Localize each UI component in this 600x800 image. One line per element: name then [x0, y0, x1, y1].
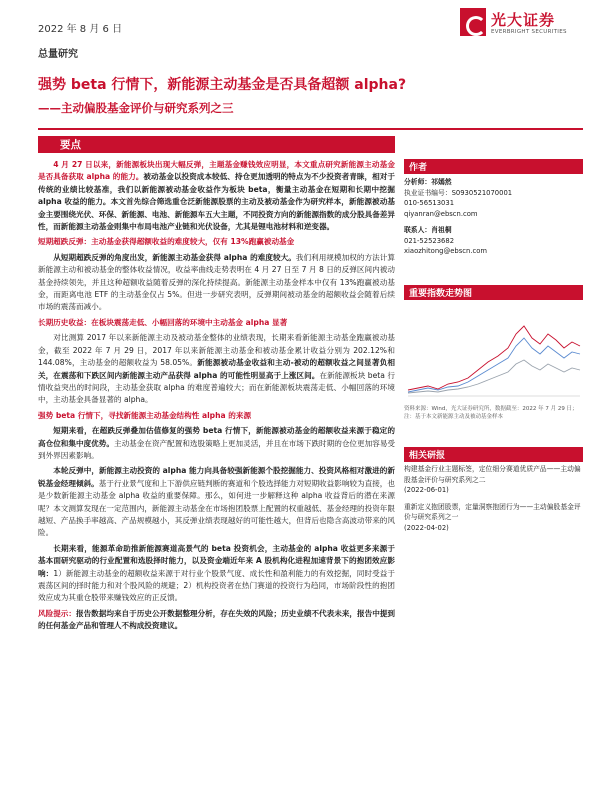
- report-title: 强势 beta 行情下，新能源主动基金是否具备超额 alpha?: [38, 77, 407, 93]
- alpha-rest: 基于行业景气度和上下游供应链判断的赛道和个股选择能力对短期收益影响较为直接，也是少数新能源主动基金 alpha 收益的重要保障。那么，如何进一步解释这种 alpha 收益背后的潜在来源呢？本文测算发现在一定范围内，新能源主动基金在市场抱团股票上配置的权重越低、基金经理的投资年限越短、产品换手率越高、产品规模越小，其反弹业绩表现越好的可能性越大，但背后也隐含高波动带来的风险。: [38, 478, 395, 538]
- company-logo: [460, 8, 580, 44]
- contact-line: [404, 225, 583, 236]
- paragraph-long-view: [38, 543, 395, 605]
- contact-phone: 021-52523682: [404, 236, 455, 245]
- logo-name-cn: 光大证券: [491, 11, 556, 29]
- paragraph-long-term: [38, 332, 395, 406]
- analyst-email[interactable]: qiyanran@ebscn.com: [404, 209, 478, 218]
- index-trend-chart: [404, 304, 583, 402]
- chart-source-note: [404, 405, 583, 421]
- index-trend-svg: [404, 304, 583, 402]
- long-term-b: 在新能源板块 beta 行情收益突出的时间段，主动基金获取 alpha 的难度普遍较大；而在新能源板块震荡走低、小幅回落的环境中，主动基金具备显著的 alpha。: [38, 370, 395, 405]
- main-body: [38, 159, 395, 636]
- risk-warning: [38, 608, 395, 633]
- related-reports-list: [404, 464, 583, 533]
- key-points-header: [38, 136, 395, 153]
- related-report-2[interactable]: [404, 502, 583, 534]
- beta-rest: 主动基金在资产配置和选股策略上更加灵活，并且在市场下跌时期的仓位更加容易受到外界因素影响。: [38, 438, 396, 460]
- beta-bold: 短期来看，在超跌反弹叠加估值修复的强势 beta 行情下，新能源被动基金的超额收益来源于稳定的高仓位和集中度优势。: [38, 426, 395, 448]
- risk-text: 报告数据均来自于历史公开数据整理分析，存在失效的风险；历史业绩不代表未来，报告中提到的任何基金产品和管理人不构成投资建议。: [38, 608, 396, 631]
- section-heading-2: 长期历史收益：在板块震荡走低、小幅回落的环境中主动基金 alpha 显著: [38, 317, 288, 327]
- author-header: [404, 159, 583, 174]
- chart-note-sample: 注：基于本文新能源主动及被动基金样本: [404, 414, 504, 420]
- paragraph-intro: [38, 159, 395, 233]
- author-info: [404, 177, 583, 257]
- series-line-blue: [408, 338, 580, 392]
- chart-note-source: 资料来源：Wind，光大证券研究所，数据截至：2022 年 7 月 29 日；: [404, 406, 578, 412]
- author-label: 作者: [409, 163, 428, 173]
- intro-highlight: 4 月 27 日以来，新能源板块出现大幅反弹，主题基金赚钱效应明显，本文重点研究新能源主动基金是否具备获取 alpha 的能力。: [38, 160, 395, 182]
- analyst-name: 祁嫣然: [431, 178, 452, 186]
- long-view-bold: 长期来看，能源革命助推新能源赛道高景气的 beta 投资机会，主动基金的 alpha 收益更多来源于基本面研究驱动的行业配置和选股择时能力，以及资金端近年来 A 股机构化进程加速背景下的抱团效应影响：: [38, 543, 395, 578]
- report-date: 2022 年 8 月 6 日: [38, 24, 123, 35]
- related-reports-label: 相关研报: [409, 451, 446, 461]
- intro-rest: 被动基金以投资成本较低、持仓更加透明的特点为不少投资者青睐，相对于传统的业绩比较基准，我们以新能源被动基金收益作为板块 beta，衡量主动基金在短期和长期中挖掘 alpha 收益的能力。本文首先综合筛选重仓泛新能源股票的主动及被动基金作为研究样本，新能源被动基金主要围绕光伏、环保、新能源、电池、新能源车五大主题，不同投资方向的新能源指数的成分股具备差异性，而新能源主动基金则集中布局电池产业链和光伏设备，尤其是锂电池材料和逆变器。: [38, 172, 395, 232]
- analyst-line: [404, 177, 583, 188]
- report-subtitle: ——主动偏股基金评价与研究系列之三: [38, 101, 234, 115]
- alpha-bold: 本轮反弹中，新能源主动投资的 alpha 能力向具备较强新能源个股挖掘能力、投资风格相对激进的新锐基金经理倾斜。: [38, 466, 395, 488]
- related-report-1-title[interactable]: 构建基金行业主题标签，定位细分赛道优质产品——主动偏股基金评价与研究系列之二: [404, 465, 581, 484]
- related-report-1-date: (2022-06-01): [404, 486, 449, 494]
- logo-name-en: EVERBRIGHT SECURITIES: [491, 29, 567, 35]
- analyst-cert: 执业证书编号：S0930521070001: [404, 188, 513, 197]
- short-term-rest: 我们利用规模加权的方法计算新能源主动和被动基金的整体收益情况，收益率曲线走势表明在 4 月 27 日至 7 月 8 日的反弹区间内被动基金持续领先，并且这种超额收益随着反弹的深化持续提高。新能源主动基金样本中仅有 13%跑赢被动基金，而距离电池 ETF 的主动基金仅占 5%。但进一步研究表明，反弹期间被动基金的超额收益会随着后续市场的震荡而减小。: [38, 252, 396, 312]
- risk-label: 风险提示：: [38, 608, 76, 618]
- contact-email[interactable]: xiaozhitong@ebscn.com: [404, 247, 487, 255]
- related-report-1[interactable]: [404, 464, 583, 496]
- everbright-logo-icon: [460, 8, 486, 36]
- section-heading-3: 强势 beta 行情下，寻找新能源主动基金结构性 alpha 的来源: [38, 410, 252, 420]
- chart-title: 重要指数走势图: [409, 289, 473, 299]
- paragraph-beta: [38, 425, 395, 462]
- analyst-phone: 010-56513031: [404, 199, 455, 207]
- contact-label: 联系人：: [404, 226, 432, 234]
- chart-header: [404, 285, 583, 300]
- long-view-rest: 1）新能源主动基金的超额收益来源于对行业个股景气度、成长性和盈利能力的有效挖掘，同时受益于震荡区间的择时能力和对个股风险的规避；2）机构投资者在热门赛道的投资行为趋同，市场阶段性的抱团效应成为其重仓股带来赚钱效应的正反馈。: [38, 568, 395, 603]
- short-term-bold: 从短期超跌反弹的角度出发，新能源主动基金获得 alpha 的难度较大。: [53, 252, 296, 262]
- paragraph-short-term: [38, 252, 395, 314]
- section-heading-1: 短期超跌反弹：主动基金获得超额收益的难度较大，仅有 13%跑赢被动基金: [38, 237, 295, 247]
- related-reports-header: [404, 447, 583, 462]
- long-term-bold: 新能源被动基金收益和主动-被动的超额收益之间显著负相关，在震荡和下跌区间内新能源主动产品获得 alpha 的可能性明显高于上涨区间。: [38, 358, 396, 380]
- paragraph-alpha-source: [38, 465, 395, 539]
- contact-name: 肖祖桐: [431, 226, 452, 234]
- key-points-label: 要点: [60, 139, 81, 151]
- related-report-2-date: (2022-04-02): [404, 523, 449, 532]
- related-report-2-title[interactable]: 重新定义抱团股票，定量洞察抱团行为——主动偏股基金评价与研究系列之一: [404, 502, 581, 521]
- analyst-label: 分析师：: [404, 178, 432, 186]
- report-category: 总量研究: [38, 49, 78, 60]
- long-term-a: 对比测算 2017 年以来新能源主动及被动基金整体的业绩表现，长期来看新能源主动基金跑赢被动基金，截至 2022 年 7 月 29 日，2017 年以来新能源主动基金和被动基金累计收益分别为 202.12%和 144.08%，主动基金的超额收益为 58.05%。: [38, 333, 395, 368]
- series-line-red: [408, 326, 580, 390]
- header-divider: [38, 128, 583, 130]
